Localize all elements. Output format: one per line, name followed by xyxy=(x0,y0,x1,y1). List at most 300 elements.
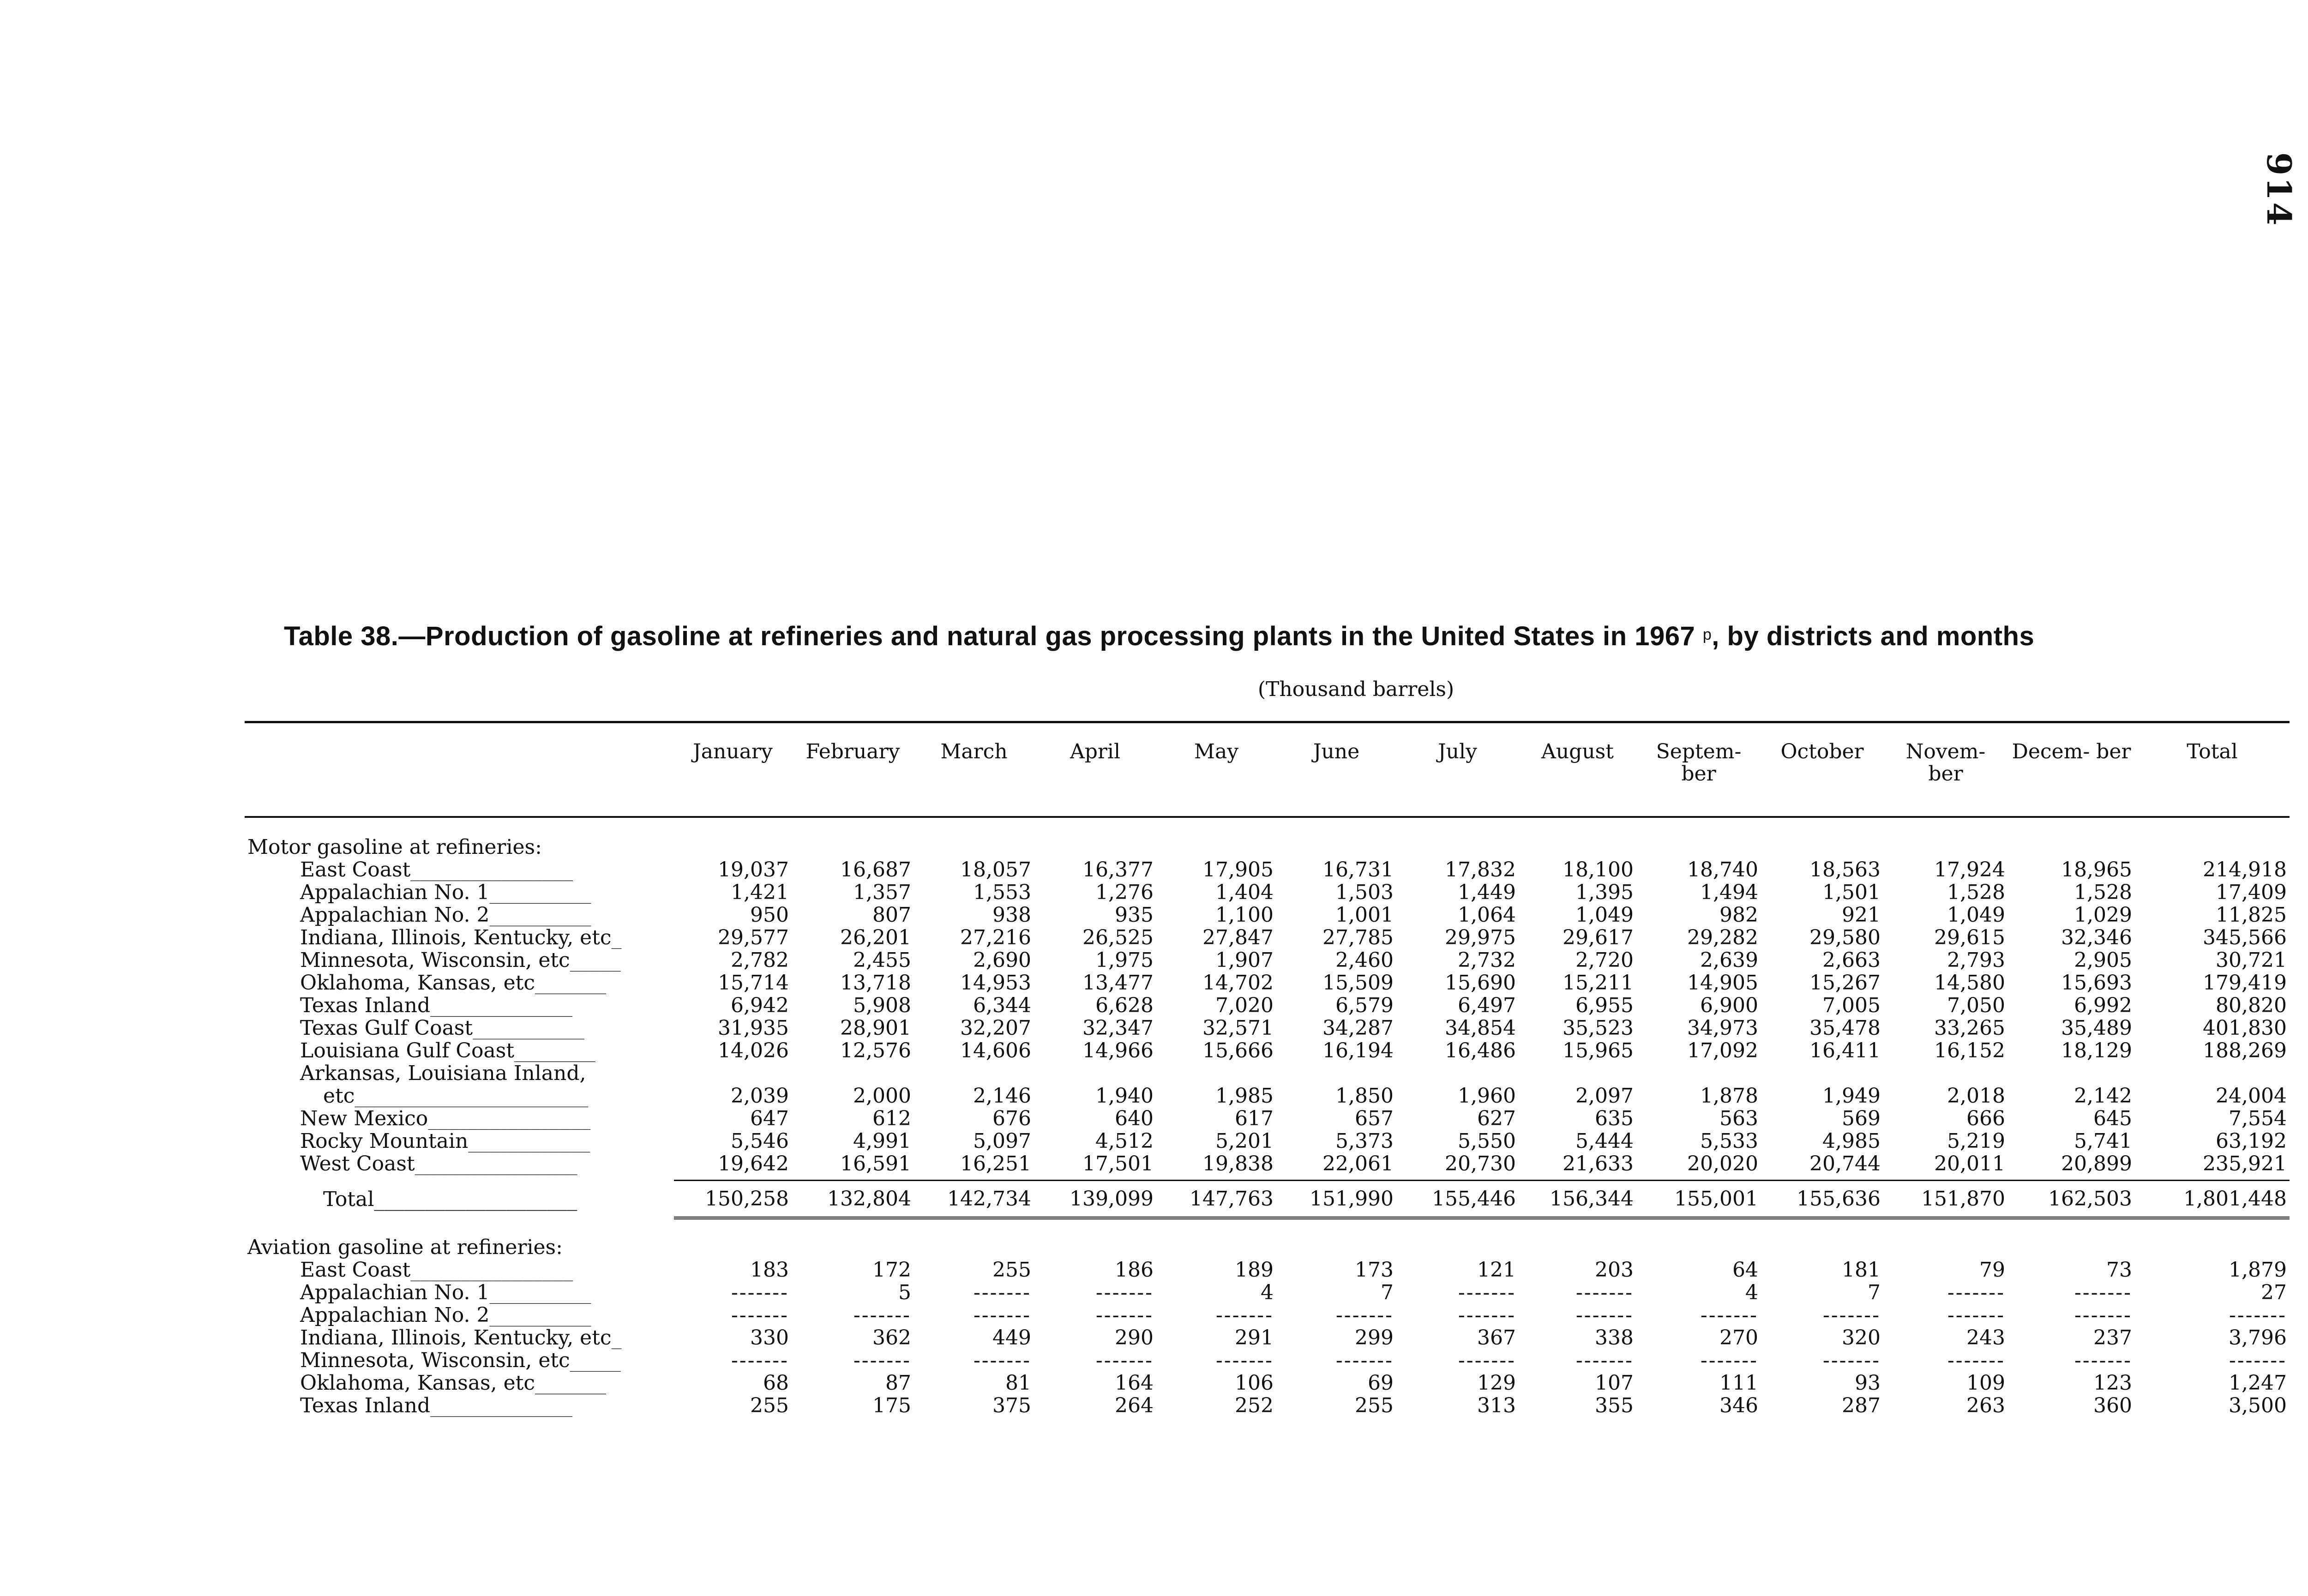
dot-leader: _____ xyxy=(570,1349,621,1372)
table-row-indiana-illinois-kentucky-etc xyxy=(245,926,2290,949)
table-cell: ------- xyxy=(1095,1281,1154,1304)
table-cell: 1,940 xyxy=(1095,1084,1154,1108)
table-title xyxy=(284,621,2269,652)
table-cell: ------- xyxy=(1822,1349,1881,1372)
col-header-march: March xyxy=(940,740,1008,763)
table-cell: 6,579 xyxy=(1335,994,1394,1017)
table-cell: 20,020 xyxy=(1687,1152,1758,1176)
table-cell: 16,377 xyxy=(1082,858,1154,882)
table-cell: 181 xyxy=(1842,1258,1881,1282)
table-cell: 617 xyxy=(1235,1107,1274,1130)
table-unit-note xyxy=(0,678,2308,701)
dot-leader: ________________ xyxy=(415,1152,577,1175)
table-cell: 27,785 xyxy=(1322,926,1394,949)
col-header-april: April xyxy=(1070,740,1121,763)
table-cell: 15,211 xyxy=(1563,971,1634,995)
row-label-text: Appalachian No. 2 xyxy=(300,1304,490,1326)
table-cell: ------- xyxy=(2074,1349,2132,1372)
table-cell: 252 xyxy=(1235,1394,1274,1417)
total-cell: 1,801,448 xyxy=(2135,1181,2290,1218)
table-cell: ------- xyxy=(2074,1281,2132,1304)
table-cell: 1,395 xyxy=(1575,881,1634,904)
table-cell: ------- xyxy=(973,1349,1031,1372)
table-cell: ------- xyxy=(1458,1303,1516,1327)
col-header-may: May xyxy=(1194,740,1239,763)
col-header-december: Decem- ber xyxy=(2012,740,2131,763)
dot-leader: ______________ xyxy=(430,1394,573,1417)
table-cell: ------- xyxy=(731,1281,789,1304)
row-label xyxy=(245,858,674,881)
table-cell: 5,219 xyxy=(1947,1129,2005,1153)
col-header-february: February xyxy=(805,740,900,763)
table-title-suffix: , by districts and months xyxy=(1712,621,2035,651)
table-cell: 203 xyxy=(1595,1258,1634,1282)
col-header-august: August xyxy=(1541,740,1614,763)
table-row-east-coast xyxy=(245,1259,2290,1281)
table-cell: 15,965 xyxy=(1563,1039,1634,1062)
table-cell: 1,029 xyxy=(2074,903,2132,927)
table-cell: 401,830 xyxy=(2203,1016,2287,1040)
col-header-july: July xyxy=(1438,740,1477,763)
table-cell: 189 xyxy=(1235,1258,1274,1282)
table-cell: 33,265 xyxy=(1934,1016,2005,1040)
table-cell: 27,216 xyxy=(960,926,1031,949)
row-label-text: Indiana, Illinois, Kentucky, etc xyxy=(300,926,612,949)
table-cell: ------- xyxy=(2229,1303,2287,1327)
table-cell: 32,571 xyxy=(1202,1016,1274,1040)
table-cell: 29,975 xyxy=(1445,926,1516,949)
col-header-october: October xyxy=(1780,740,1864,763)
motor-gasoline-section xyxy=(245,833,2290,1233)
table-cell: 6,628 xyxy=(1095,994,1154,1017)
table-cell: 2,018 xyxy=(1947,1084,2005,1108)
table-cell: 7 xyxy=(1868,1281,1881,1304)
table-cell: ------- xyxy=(1215,1349,1274,1372)
table-cell: 17,092 xyxy=(1687,1039,1758,1062)
table-cell: 16,731 xyxy=(1322,858,1394,882)
table-cell: 29,282 xyxy=(1687,926,1758,949)
table-cell: 14,966 xyxy=(1082,1039,1154,1062)
table-cell: 270 xyxy=(1719,1326,1758,1350)
table-cell: 5,373 xyxy=(1335,1129,1394,1153)
table-cell: 15,509 xyxy=(1322,971,1394,995)
table-cell: 5,741 xyxy=(2074,1129,2132,1153)
table-cell: 1,049 xyxy=(1575,903,1634,927)
dot-leader: ____________________ xyxy=(374,1187,577,1211)
row-label-text: etc xyxy=(323,1085,355,1107)
total-row xyxy=(245,1181,2290,1218)
table-cell: 5,908 xyxy=(853,994,911,1017)
table-cell: 1,501 xyxy=(1822,881,1881,904)
total-cell: 155,636 xyxy=(1761,1181,1883,1218)
table-cell: 299 xyxy=(1355,1326,1394,1350)
table-cell: 35,523 xyxy=(1563,1016,1634,1040)
table-cell: 5,550 xyxy=(1458,1129,1516,1153)
table-cell: 16,591 xyxy=(840,1152,911,1176)
top-rule xyxy=(245,721,2290,723)
table-cell: 64 xyxy=(1732,1258,1758,1282)
table-cell: 172 xyxy=(872,1258,911,1282)
dot-leader: ______________ xyxy=(430,994,573,1017)
table-cell: 627 xyxy=(1477,1107,1516,1130)
table-cell: 31,935 xyxy=(718,1016,789,1040)
table-cell: 1,421 xyxy=(731,881,789,904)
table-cell: 107 xyxy=(1595,1371,1634,1395)
table-cell: 63,192 xyxy=(2216,1129,2287,1153)
total-label xyxy=(245,1181,674,1218)
table-cell: 1,247 xyxy=(2229,1371,2287,1395)
table-row-east-coast xyxy=(245,858,2290,881)
table-cell: 2,000 xyxy=(853,1084,911,1108)
table-cell: 3,796 xyxy=(2229,1326,2287,1350)
table-cell: 14,953 xyxy=(960,971,1031,995)
table-row-rocky-mountain xyxy=(245,1130,2290,1152)
table-cell: 5,533 xyxy=(1700,1129,1758,1153)
table-cell: 19,037 xyxy=(718,858,789,882)
table-cell: ------- xyxy=(853,1349,911,1372)
table-cell: 346 xyxy=(1719,1394,1758,1417)
table-cell: 34,854 xyxy=(1445,1016,1516,1040)
table-row-new-mexico xyxy=(245,1107,2290,1130)
row-label-text: East Coast xyxy=(300,858,411,881)
table-cell: ------- xyxy=(1947,1349,2005,1372)
table-cell: 255 xyxy=(750,1394,789,1417)
table-cell: 6,344 xyxy=(973,994,1031,1017)
table-cell: 183 xyxy=(750,1258,789,1282)
stub-header xyxy=(245,741,674,810)
page-number: 914 xyxy=(2260,152,2299,228)
table-cell: 7,020 xyxy=(1215,994,1274,1017)
table-cell: 4 xyxy=(1745,1281,1758,1304)
table-cell: 1,850 xyxy=(1335,1084,1394,1108)
table-cell: 807 xyxy=(872,903,911,927)
table-cell: 950 xyxy=(750,903,789,927)
table-cell: 20,011 xyxy=(1934,1152,2005,1176)
table-cell: ------- xyxy=(1335,1349,1394,1372)
row-label xyxy=(245,949,674,972)
table-cell: 1,985 xyxy=(1215,1084,1274,1108)
table-cell: 73 xyxy=(2106,1258,2132,1282)
table-cell: ------- xyxy=(973,1303,1031,1327)
table-cell: 5,546 xyxy=(731,1129,789,1153)
table-cell: 35,489 xyxy=(2061,1016,2132,1040)
table-row-minnesota-wisconsin-etc xyxy=(245,1349,2290,1372)
row-label xyxy=(245,1281,674,1304)
table-cell: 1,528 xyxy=(2074,881,2132,904)
table-cell: 121 xyxy=(1477,1258,1516,1282)
table-row-texas-inland xyxy=(245,1394,2290,1417)
table-cell: 20,899 xyxy=(2061,1152,2132,1176)
total-cell: 155,446 xyxy=(1396,1181,1519,1218)
col-header-total: Total xyxy=(2187,740,2238,763)
table-cell: 4,991 xyxy=(853,1129,911,1153)
table-cell: ------- xyxy=(1095,1349,1154,1372)
table-cell: 19,642 xyxy=(718,1152,789,1176)
table-cell: 935 xyxy=(1115,903,1154,927)
table-row-appalachian-no-2 xyxy=(245,904,2290,926)
table-cell: 68 xyxy=(763,1371,789,1395)
table-cell: 287 xyxy=(1842,1394,1881,1417)
table-cell: 362 xyxy=(872,1326,911,1350)
table-cell: 13,718 xyxy=(840,971,911,995)
table-cell: 22,061 xyxy=(1322,1152,1394,1176)
table-row-texas-gulf-coast xyxy=(245,1017,2290,1039)
table-cell: 80,820 xyxy=(2216,994,2287,1017)
table-cell: 17,409 xyxy=(2216,881,2287,904)
table-cell: 13,477 xyxy=(1082,971,1154,995)
table-cell: 6,992 xyxy=(2074,994,2132,1017)
table-row-louisiana-gulf-coast xyxy=(245,1039,2290,1062)
table-cell: 175 xyxy=(872,1394,911,1417)
table-cell: 2,690 xyxy=(973,948,1031,972)
dot-leader: _______ xyxy=(535,972,606,994)
table-cell: 569 xyxy=(1842,1107,1881,1130)
table-cell: 18,057 xyxy=(960,858,1031,882)
table-row-texas-inland xyxy=(245,994,2290,1017)
gasoline-production-table xyxy=(245,741,2290,1417)
table-cell: 255 xyxy=(1355,1394,1394,1417)
table-cell: 4 xyxy=(1261,1281,1274,1304)
table-cell: 264 xyxy=(1115,1394,1154,1417)
table-cell: ------- xyxy=(1947,1281,2005,1304)
total-cell: 151,870 xyxy=(1883,1181,2008,1218)
table-cell: 612 xyxy=(872,1107,911,1130)
table-row-oklahoma-kansas-etc xyxy=(245,1372,2290,1394)
dot-leader: __________ xyxy=(489,1281,591,1304)
table-cell: ------- xyxy=(1700,1349,1758,1372)
table-cell: 24,004 xyxy=(2216,1084,2287,1108)
dot-leader: ________________ xyxy=(428,1107,591,1130)
table-cell: 5,444 xyxy=(1575,1129,1634,1153)
table-cell: 79 xyxy=(1979,1258,2005,1282)
total-cell: 156,344 xyxy=(1519,1181,1636,1218)
table-cell: 186 xyxy=(1115,1258,1154,1282)
section-heading: Motor gasoline at refineries: xyxy=(247,835,542,858)
table-row-appalachian-no-1 xyxy=(245,1281,2290,1304)
total-cell: 151,990 xyxy=(1276,1181,1396,1218)
table-cell: 15,666 xyxy=(1202,1039,1274,1062)
column-header-row xyxy=(245,741,2290,810)
row-label xyxy=(245,1085,674,1107)
table-cell: 290 xyxy=(1115,1326,1154,1350)
row-label-text: East Coast xyxy=(300,1259,411,1281)
table-cell: 2,732 xyxy=(1458,948,1516,972)
table-cell: 1,276 xyxy=(1095,881,1154,904)
table-cell: 14,606 xyxy=(960,1039,1031,1062)
table-cell: 34,287 xyxy=(1322,1016,1394,1040)
table-row-indiana-illinois-kentucky-etc xyxy=(245,1326,2290,1349)
table-cell: 5 xyxy=(898,1281,911,1304)
table-cell: 6,955 xyxy=(1575,994,1634,1017)
table-cell: 28,901 xyxy=(840,1016,911,1040)
table-cell: 32,207 xyxy=(960,1016,1031,1040)
table-row-appalachian-no-1 xyxy=(245,881,2290,904)
table-cell: 982 xyxy=(1719,903,1758,927)
table-cell: ------- xyxy=(2229,1349,2287,1372)
table-cell: 18,740 xyxy=(1687,858,1758,882)
table-cell: 34,973 xyxy=(1687,1016,1758,1040)
table-cell: ------- xyxy=(1458,1349,1516,1372)
row-label xyxy=(245,1326,674,1349)
table-cell: 15,690 xyxy=(1445,971,1516,995)
table-cell: 164 xyxy=(1115,1371,1154,1395)
table-row-minnesota-wisconsin-etc xyxy=(245,949,2290,972)
table-cell: 4,985 xyxy=(1822,1129,1881,1153)
row-label-text: Appalachian No. 1 xyxy=(300,1281,490,1304)
row-label-text: Louisiana Gulf Coast xyxy=(300,1039,515,1062)
table-cell: 1,879 xyxy=(2229,1258,2287,1282)
table-cell: 18,100 xyxy=(1563,858,1634,882)
table-cell: 18,563 xyxy=(1809,858,1881,882)
table-cell: 188,269 xyxy=(2203,1039,2287,1062)
total-cell: 132,804 xyxy=(792,1181,914,1218)
row-label xyxy=(245,1017,674,1039)
dot-leader: ____________ xyxy=(468,1130,590,1152)
table-cell: 2,793 xyxy=(1947,948,2005,972)
table-cell: 1,878 xyxy=(1700,1084,1758,1108)
table-cell: 2,146 xyxy=(973,1084,1031,1108)
table-cell: 18,965 xyxy=(2061,858,2132,882)
table-cell: 106 xyxy=(1235,1371,1274,1395)
dot-leader: ___________ xyxy=(473,1017,585,1039)
dot-leader: _____ xyxy=(570,949,621,972)
table-cell: 645 xyxy=(2093,1107,2132,1130)
preliminary-mark: p xyxy=(1702,626,1712,643)
table-cell: 111 xyxy=(1719,1371,1758,1395)
table-cell: 2,097 xyxy=(1575,1084,1634,1108)
table-cell: 1,494 xyxy=(1700,881,1758,904)
table-cell: 11,825 xyxy=(2216,903,2287,927)
table-cell: 1,064 xyxy=(1458,903,1516,927)
table-cell: 15,714 xyxy=(718,971,789,995)
table-cell: 20,744 xyxy=(1809,1152,1881,1176)
table-cell: 29,580 xyxy=(1809,926,1881,949)
table-cell: 32,347 xyxy=(1082,1016,1154,1040)
table-cell: 29,577 xyxy=(718,926,789,949)
table-cell: 676 xyxy=(992,1107,1031,1130)
table-cell: 640 xyxy=(1115,1107,1154,1130)
row-label xyxy=(245,881,674,904)
table-cell: ------- xyxy=(1822,1303,1881,1327)
table-cell: 17,905 xyxy=(1202,858,1274,882)
dot-leader: _______________________ xyxy=(355,1085,589,1107)
table-title-text: Table 38.—Production of gasoline at refineries and natural gas processing plants in the United States in 1967 xyxy=(284,621,1695,651)
table-cell: 235,921 xyxy=(2203,1152,2287,1176)
table-cell: 1,553 xyxy=(973,881,1031,904)
row-label xyxy=(245,926,674,949)
table-cell: 18,129 xyxy=(2061,1039,2132,1062)
col-header-january: January xyxy=(693,740,773,763)
table-cell: 17,501 xyxy=(1082,1152,1154,1176)
row-label xyxy=(245,1304,674,1326)
table-cell: ------- xyxy=(1575,1349,1634,1372)
table-cell: 1,975 xyxy=(1095,948,1154,972)
table-cell: 330 xyxy=(750,1326,789,1350)
table-cell: 7,005 xyxy=(1822,994,1881,1017)
table-cell: ------- xyxy=(1700,1303,1758,1327)
table-cell: 2,142 xyxy=(2074,1084,2132,1108)
motor_section-heading-row xyxy=(245,833,2290,858)
table-row-appalachian-no-2 xyxy=(245,1304,2290,1326)
table-cell: 375 xyxy=(992,1394,1031,1417)
table-row-west-coast xyxy=(245,1152,2290,1175)
table-cell: 16,411 xyxy=(1809,1039,1881,1062)
table-cell: ------- xyxy=(1947,1303,2005,1327)
table-cell: 449 xyxy=(992,1326,1031,1350)
row-label-text: Appalachian No. 1 xyxy=(300,881,490,904)
col-header-november: Novem- ber xyxy=(1905,740,1986,786)
table-cell: 69 xyxy=(1368,1371,1394,1395)
table-cell: 2,663 xyxy=(1822,948,1881,972)
table-cell: 32,346 xyxy=(2061,926,2132,949)
table-cell: 1,528 xyxy=(1947,881,2005,904)
table-cell: 6,900 xyxy=(1700,994,1758,1017)
table-cell: 109 xyxy=(1966,1371,2005,1395)
table-cell: ------- xyxy=(731,1303,789,1327)
row-label-text: Texas Inland xyxy=(300,994,431,1017)
aviation-gasoline-section xyxy=(245,1233,2290,1417)
dot-leader: __________ xyxy=(489,1304,591,1326)
table-cell: ------- xyxy=(973,1281,1031,1304)
row-label xyxy=(245,1152,674,1175)
row-label xyxy=(245,1394,674,1417)
table-cell: 2,782 xyxy=(731,948,789,972)
total-cell: 150,258 xyxy=(674,1181,792,1218)
row-label-text: Texas Gulf Coast xyxy=(300,1017,473,1039)
table-cell: 291 xyxy=(1235,1326,1274,1350)
table-cell: 93 xyxy=(1855,1371,1881,1395)
table-cell: ------- xyxy=(853,1303,911,1327)
dot-leader: ________________ xyxy=(410,858,573,881)
table-cell: 15,693 xyxy=(2061,971,2132,995)
table-cell: 355 xyxy=(1595,1394,1634,1417)
table-cell: 657 xyxy=(1355,1107,1394,1130)
row-label-text: Oklahoma, Kansas, etc xyxy=(300,972,535,994)
section-heading: Aviation gasoline at refineries: xyxy=(247,1236,563,1259)
dot-leader: _______ xyxy=(535,1372,606,1394)
row-label-text: New Mexico xyxy=(300,1107,428,1130)
table-cell: 1,449 xyxy=(1458,881,1516,904)
table-cell: 173 xyxy=(1355,1258,1394,1282)
col-header-june: June xyxy=(1313,740,1360,763)
table-cell: 26,525 xyxy=(1082,926,1154,949)
table-cell: 1,404 xyxy=(1215,881,1274,904)
total-cell: 155,001 xyxy=(1636,1181,1761,1218)
row-label xyxy=(245,1372,674,1394)
table-cell: ------- xyxy=(1458,1281,1516,1304)
table-cell: 338 xyxy=(1595,1326,1634,1350)
row-label xyxy=(245,1039,674,1062)
row-label xyxy=(245,994,674,1017)
table-cell: 15,267 xyxy=(1809,971,1881,995)
table-cell: 360 xyxy=(2093,1394,2132,1417)
table-cell: 7,554 xyxy=(2229,1107,2287,1130)
row-label-text: Appalachian No. 2 xyxy=(300,904,490,926)
aviation_section-heading-row xyxy=(245,1233,2290,1259)
row-label xyxy=(245,972,674,994)
dot-leader: ________________ xyxy=(410,1259,573,1281)
table-cell: 17,924 xyxy=(1934,858,2005,882)
dot-leader: _ xyxy=(611,926,622,949)
table-cell: 123 xyxy=(2093,1371,2132,1395)
table-cell: 5,097 xyxy=(973,1129,1031,1153)
row-label-text: Indiana, Illinois, Kentucky, etc xyxy=(300,1326,612,1349)
total-cell: 162,503 xyxy=(2008,1181,2135,1218)
row-label-text: Texas Inland xyxy=(300,1394,431,1417)
table-cell: 19,838 xyxy=(1202,1152,1274,1176)
table-cell: 563 xyxy=(1719,1107,1758,1130)
table-cell: 647 xyxy=(750,1107,789,1130)
